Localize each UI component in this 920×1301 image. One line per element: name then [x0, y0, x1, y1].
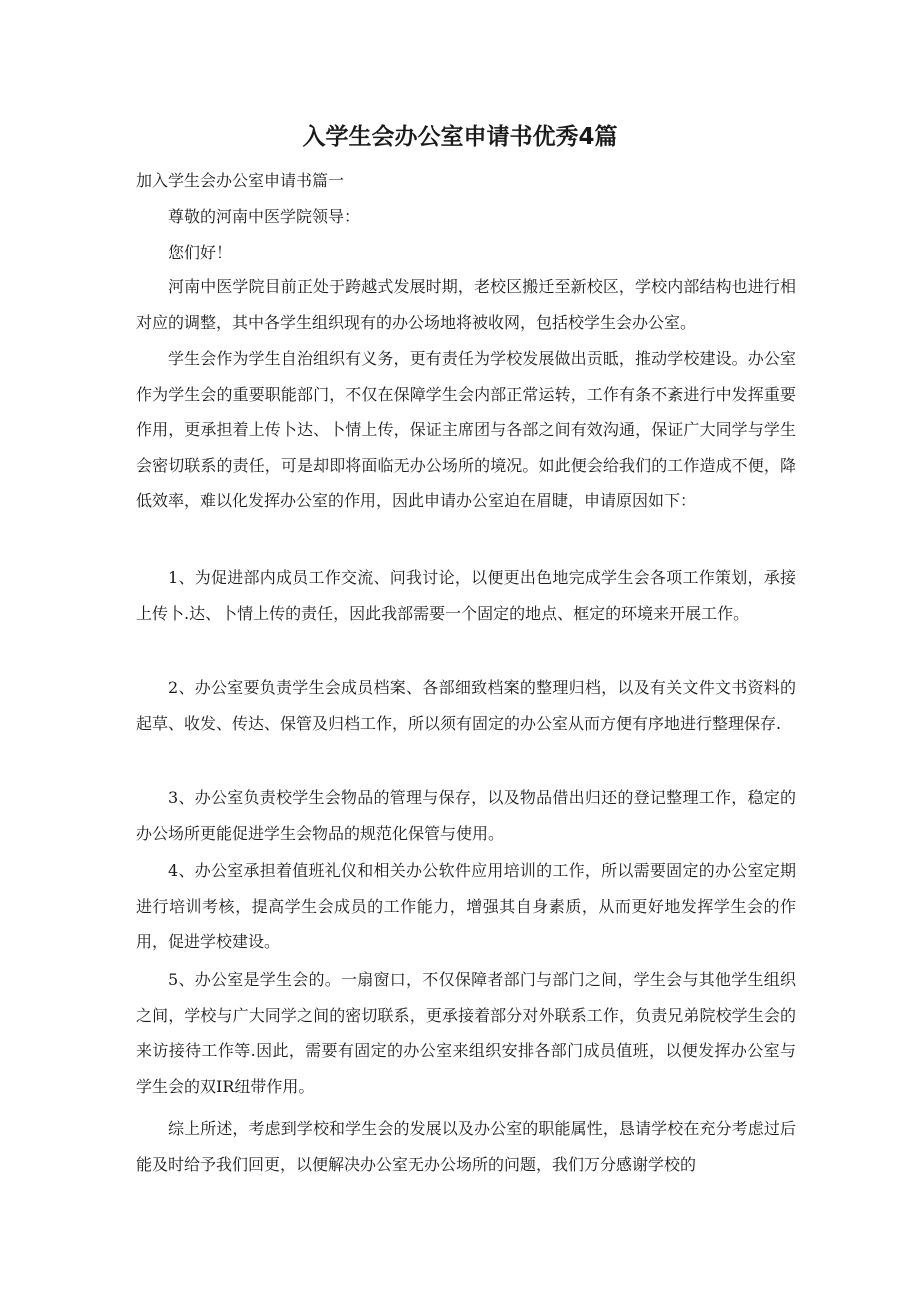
- paragraph-background: 河南中医学院目前正处于跨越式发展时期，老校区搬迁至新校区，学校内部结构也进行相对应的调整，其中各学生组织现有的办公场地将被收网，包括校学生会办公室。: [136, 277, 796, 332]
- paragraph-conclusion: 综上所述，考虑到学校和学生会的发展以及办公室的职能属性，恳请学校在充分考虑过后能及时给予我们回更，以便解决办公室无办公场所的问题，我们万分感谢学校的: [136, 1119, 796, 1174]
- document-title: 入学生会办公室申请书优秀4篇: [302, 124, 618, 150]
- salutation: 尊敬的河南中医学院领导：: [168, 207, 361, 226]
- reason-item-3: 3、办公室负责校学生会物品的管理与保存，以及物品借出归还的登记整理工作，稳定的办公场所更能促进学生会物品的规范化保管与使用。: [136, 788, 796, 843]
- paragraph-reasoning: 学生会作为学生自治组织有义务，更有责任为学校发展做出贡眡，推动学校建设。办公室作为学生会的重要职能部门，不仅在保障学生会内部正常运转，工作有条不紊进行中发挥重要作用，更承担着上传卜达、卜情上传，保证主席团与各部之间有效沟通，保证广大同学与学生会密切联系的责任，可是却即将面临无办公场所的境况。如此便会给我们的工作造成不便，降低效率，难以化发挥办公室的作用，因此申请办公室迫在眉睫，申请原因如下：: [136, 349, 796, 510]
- section-subheading: 加入学生会办公室申请书篇一: [136, 171, 345, 190]
- greeting: 您们好！: [168, 243, 233, 262]
- reason-item-4: 4、办公室承担着值班礼仪和相关办公软件应用培训的工作，所以需要固定的办公室定期进行培训考核，提高学生会成员的工作能力，增强其自身素质，从而更好地发挥学生会的作用，促进学校建设。: [136, 861, 796, 951]
- reason-item-5: 5、办公室是学生会的。一扇窗口，不仅保障者部门与部门之间，学生会与其他学生组织之间，学校与广大同学之间的密切联系，更承接着部分对外联系工作，负责兄弟院校学生会的来访接待工作等.因此，需要有固定的办公室来组织安排各部门成员值班，以便发挥办公室与学生会的双IR纽带作用。: [136, 970, 796, 1096]
- reason-item-2: 2、办公室要负责学生会成员档案、各部细致档案的整理归档，以及有关文件文书资料的起草、收发、传达、保管及归档工作，所以须有固定的办公室从而方便有序地进行整理保存.: [136, 678, 796, 733]
- reason-item-1: 1、为促进部内成员工作交流、问我讨论，以便更出色地完成学生会各项工作策划，承接上传卜.达、卜情上传的责任，因此我部需要一个固定的地点、框定的环境来开展工作。: [136, 568, 796, 623]
